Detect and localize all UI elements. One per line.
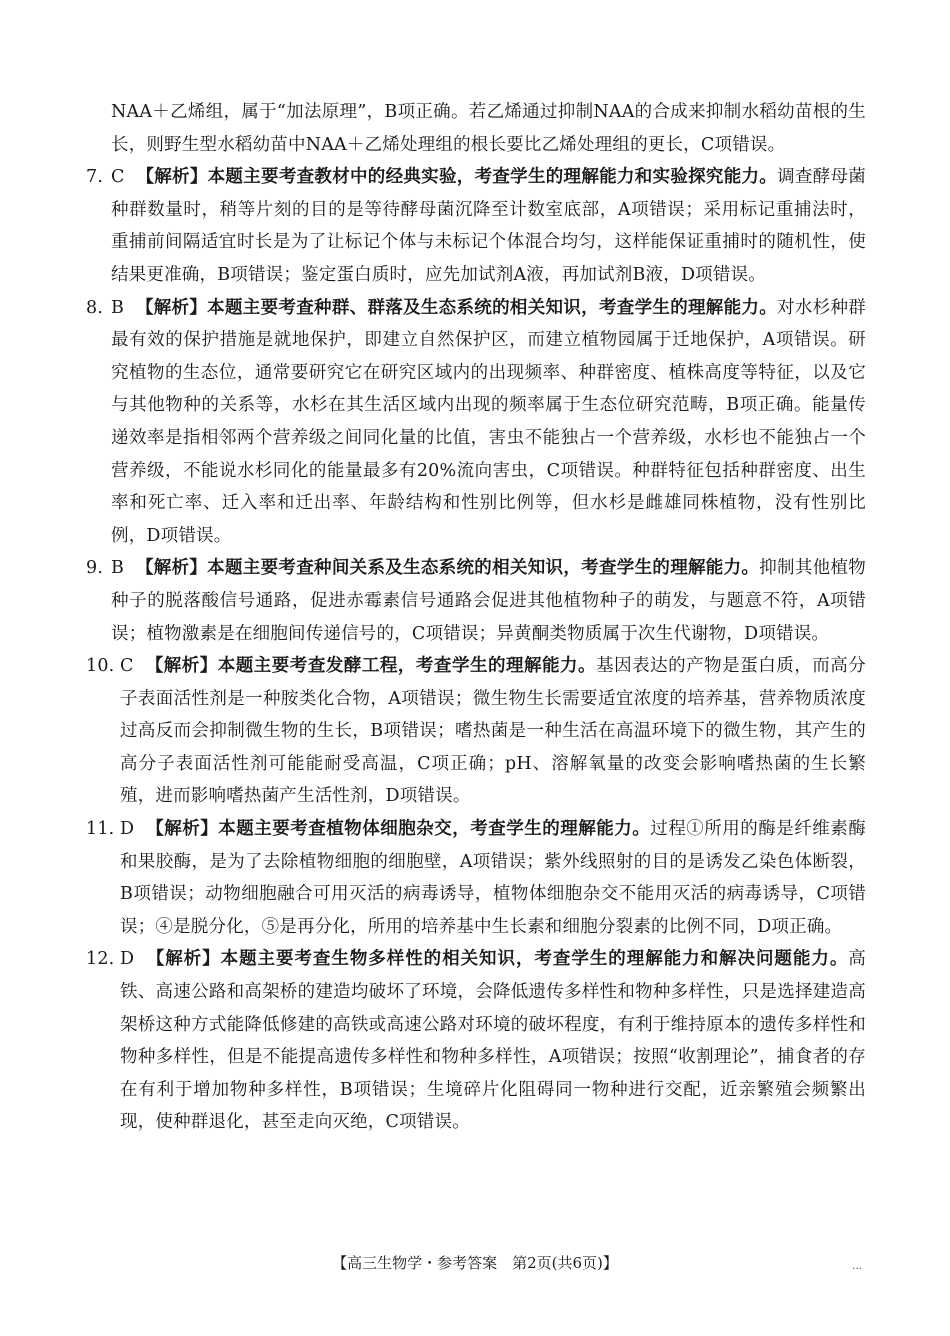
explanation-text: 抑制其他植物种子的脱落酸信号通路，促进赤霉素信号通路会促进其他植物种子的萌发，与题意不符，A项错误；植物激素是在细胞间传递信号的，C项错误；异黄酮类物质属于次生代谢物，D项错误。 — [111, 558, 866, 644]
answer-letter: C — [120, 656, 134, 677]
analysis-tag: 【解析】 — [135, 297, 208, 318]
question-11 — [86, 813, 866, 943]
topic-summary: 本题主要考查植物体细胞杂交，考查学生的理解能力。 — [218, 819, 651, 840]
page-footer: 【高三生物学・参考答案 第2页(共6页)】 — [332, 1254, 618, 1272]
footer-mark: … — [852, 1261, 862, 1272]
question-10 — [86, 650, 866, 813]
analysis-tag: 【解析】 — [146, 819, 219, 840]
question-7 — [86, 161, 866, 291]
question-number: 9. — [86, 558, 104, 579]
answer-content — [86, 96, 866, 1139]
explanation-text: 高铁、高速公路和高架桥的建造均破坏了环境，会降低遗传多样性和物种多样性，只是选择建造高架桥这种方式能降低修建的高铁或高速公路对环境的破坏程度，有利于维持原本的遗传多样性和物种多样性，但是不能提高遗传多样性和物种多样性，A项错误；按照“收割理论”，捕食者的存在有利于增加物种多样性，B项错误；生境碎片化阻碍同一物种进行交配，近亲繁殖会频繁出现，使种群退化，甚至走向灭绝，C项错误。 — [120, 949, 866, 1133]
topic-summary: 本题主要考查生物多样性的相关知识，考查学生的理解能力和解决问题能力。 — [220, 949, 849, 970]
topic-summary: 本题主要考查教材中的经典实验，考查学生的理解能力和实验探究能力。 — [207, 167, 778, 188]
analysis-tag: 【解析】 — [145, 656, 218, 677]
question-8 — [86, 292, 866, 553]
topic-summary: 本题主要考查发酵工程，考查学生的理解能力。 — [217, 656, 597, 677]
analysis-tag: 【解析】 — [135, 558, 208, 579]
analysis-tag: 【解析】 — [136, 167, 208, 188]
topic-summary: 本题主要考查种间关系及生态系统的相关知识，考查学生的理解能力。 — [207, 558, 760, 579]
explanation-text: 过程①所用的酶是纤维素酶和果胶酶，是为了去除植物细胞的细胞壁，A项错误；紫外线照射的目的是诱发乙染色体断裂，B项错误；动物细胞融合可用灭活的病毒诱导，植物体细胞杂交不能用灭活的病毒诱导，C项错误；④是脱分化，⑤是再分化，所用的培养基中生长素和细胞分裂素的比例不同，D项正确。 — [120, 819, 866, 937]
answer-letter: D — [120, 819, 135, 840]
question-9 — [86, 552, 866, 650]
question-number: 8. — [86, 297, 104, 318]
question-number: 7. — [86, 167, 104, 188]
question-number: 12. — [86, 949, 115, 970]
analysis-tag: 【解析】 — [146, 949, 221, 970]
answer-letter: B — [111, 297, 125, 318]
answer-letter: B — [111, 558, 125, 579]
explanation-text: 对水杉种群最有效的保护措施是就地保护，即建立自然保护区，而建立植物园属于迁地保护，A项错误。研究植物的生态位，通常要研究它在研究区域内的出现频率、种群密度、植株高度等特征，以及它与其他物种的关系等，水杉在其生活区域内出现的频率属于生态位研究范畴，B项正确。能量传递效率是指相邻两个营养级之间同化量的比值，害虫不能独占一个营养级，水杉也不能独占一个营养级，不能说水杉同化的能量最多有20%流向害虫，C项错误。种群特征包括种群密度、出生率和死亡率、迁入率和迁出率、年龄结构和性别比例等，但水杉是雌雄同株植物，没有性别比例，D项错误。 — [111, 297, 866, 546]
question-number: 10. — [86, 656, 115, 677]
question-number: 11. — [86, 819, 115, 840]
intro-paragraph: NAA＋乙烯组，属于“加法原理”，B项正确。若乙烯通过抑制NAA的合成来抑制水稻幼苗根的生长，则野生型水稻幼苗中NAA＋乙烯处理组的根长要比乙烯处理组的更长，C项错误。 — [111, 102, 866, 155]
answer-letter: D — [120, 949, 135, 970]
explanation-text: 基因表达的产物是蛋白质，而高分子表面活性剂是一种胺类化合物，A项错误；微生物生长需要适宜浓度的培养基，营养物质浓度过高反而会抑制微生物的生长，B项错误；嗜热菌是一种生活在高温环境下的微生物，其产生的高分子表面活性剂可能能耐受高温，C项正确；pH、溶解氧量的改变会影响嗜热菌的生长繁殖，进而影响嗜热菌产生活性剂，D项错误。 — [120, 656, 866, 807]
explanation-text: 调查酵母菌种群数量时，稍等片刻的目的是等待酵母菌沉降至计数室底部，A项错误；采用标记重捕法时，重捕前间隔适宜时长是为了让标记个体与未标记个体混合均匀，这样能保证重捕时的随机性，使结果更准确，B项错误；鉴定蛋白质时，应先加试剂A液，再加试剂B液，D项错误。 — [111, 167, 866, 285]
question-12 — [86, 943, 866, 1139]
topic-summary: 本题主要考查种群、群落及生态系统的相关知识，考查学生的理解能力。 — [207, 297, 778, 318]
answer-letter: C — [111, 167, 125, 188]
